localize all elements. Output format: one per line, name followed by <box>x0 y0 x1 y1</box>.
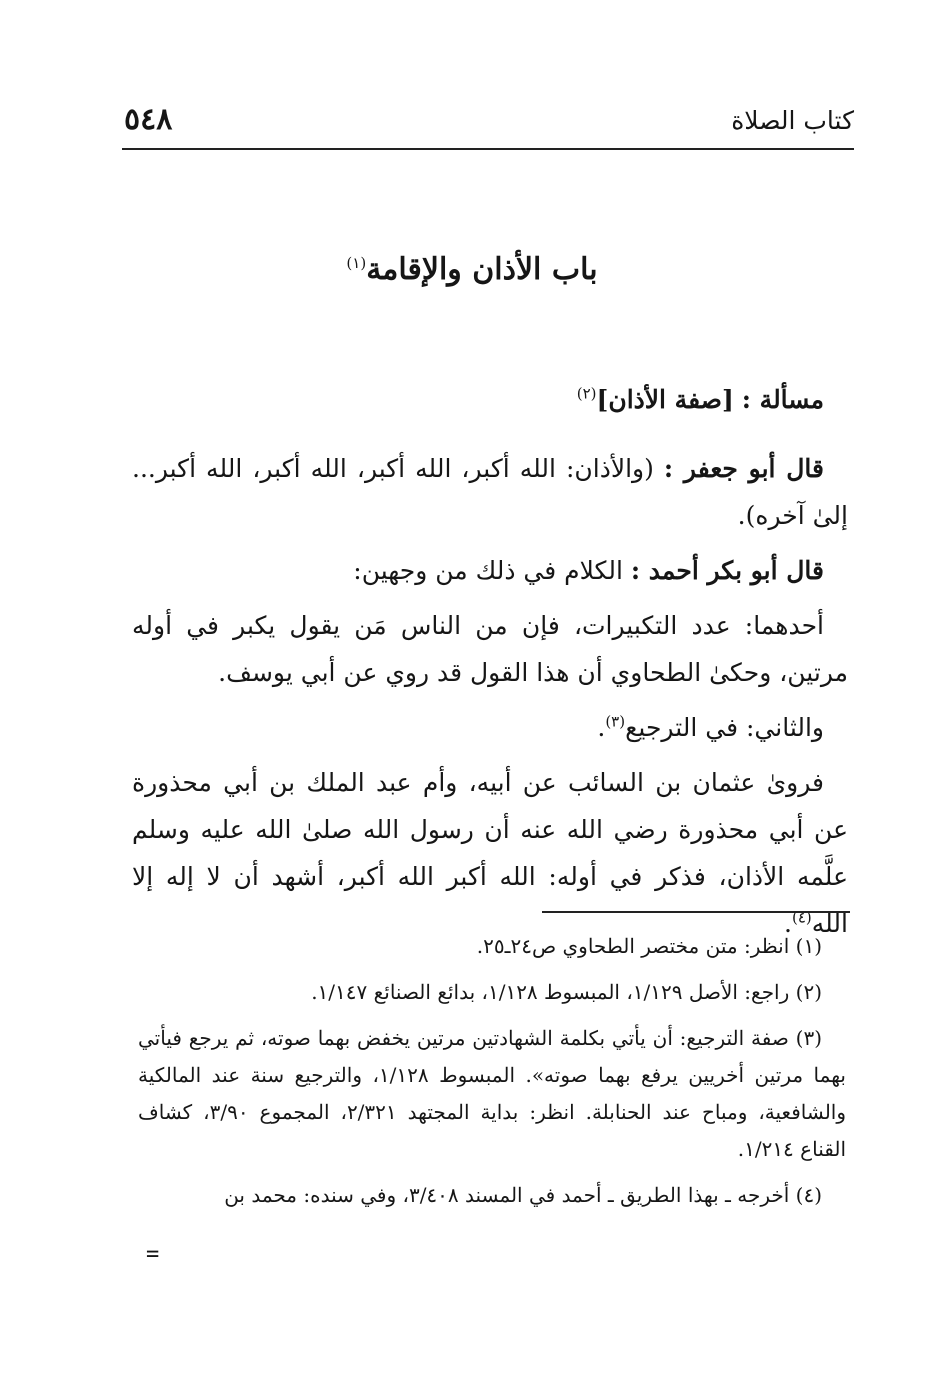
paragraph-abu-bakr <box>132 547 848 594</box>
continuation-mark: = <box>146 1242 160 1267</box>
footnote-ref-2: (٢) <box>576 384 597 403</box>
paragraph-end: . <box>597 713 606 742</box>
footnote-ref-1: (١) <box>346 254 367 272</box>
page-number: ٥٤٨ <box>124 102 173 137</box>
footnote-4: (٤) أخرجه ـ بهذا الطريق ـ أحمد في المسند ٣/٤٠٨، وفي سنده: محمد بن <box>224 1183 822 1207</box>
footnotes <box>138 928 846 1223</box>
paragraph-end: . <box>784 909 792 938</box>
paragraph-first-aspect <box>132 602 848 696</box>
paragraph-text: (والأذان: الله أكبر، الله أكبر، الله أكبر، الله أكبر... إلىٰ آخره). <box>132 454 848 530</box>
footnote-ref-3: (٣) <box>605 712 626 731</box>
chapter-title-text: باب الأذان والإقامة <box>366 252 598 287</box>
paragraph-text: والثاني: في الترجيع <box>625 713 824 742</box>
main-text <box>132 376 848 955</box>
running-header <box>122 96 854 150</box>
chapter-title <box>0 252 944 287</box>
speaker-abu-jafar: قال أبو جعفر : <box>663 454 824 483</box>
paragraph-text: أحدهما: عدد التكبيرات، فإن من الناس مَن يقول يكبر في أوله مرتين، وحكىٰ الطحاوي أن هذا القول قد روي عن أبي يوسف. <box>132 611 848 687</box>
paragraph-narration <box>132 759 848 947</box>
issue-label: مسألة : <box>741 385 824 414</box>
footnote-1: (١) انظر: متن مختصر الطحاوي ص٢٤ـ٢٥. <box>476 934 822 958</box>
header-title: كتاب الصلاة <box>731 106 854 135</box>
issue-subject: [صفة الأذان] <box>596 385 734 414</box>
paragraph-abu-jafar <box>132 445 848 539</box>
speaker-abu-bakr: قال أبو بكر أحمد : <box>630 556 824 585</box>
paragraph-second-aspect <box>132 704 848 751</box>
issue-heading <box>132 376 848 423</box>
footnote-ref-4: (٤) <box>791 908 812 927</box>
paragraph-text: فروىٰ عثمان بن السائب عن أبيه، وأم عبد الملك بن أبي محذورة عن أبي محذورة رضي الله عنه أن رسول الله صلىٰ الله عليه وسلم علَّمه الأذان، فذكر في أوله: الله أكبر الله أكبر، أشهد أن لا إله إلا الله <box>132 768 848 938</box>
footnote-2: (٢) راجع: الأصل ١/١٢٩، المبسوط ١/١٢٨، بدائع الصنائع ١/١٤٧. <box>311 980 822 1004</box>
footnote-divider <box>542 911 850 913</box>
footnote-3: (٣) صفة الترجيع: أن يأتي بكلمة الشهادتين مرتين يخفض بهما صوته، ثم يرجع فيأتي بهما مرتين أخريين يرفع بهما صوته». المبسوط ١/١٢٨، والترجيع سنة عند المالكية والشافعية، ومباح عند الحنابلة. انظر: بداية المجتهد ٢/٣٢١، المجموع ٣/٩٠، كشاف القناع ١/٢١٤. <box>138 1026 847 1161</box>
paragraph-text: الكلام في ذلك من وجهين: <box>353 556 623 585</box>
